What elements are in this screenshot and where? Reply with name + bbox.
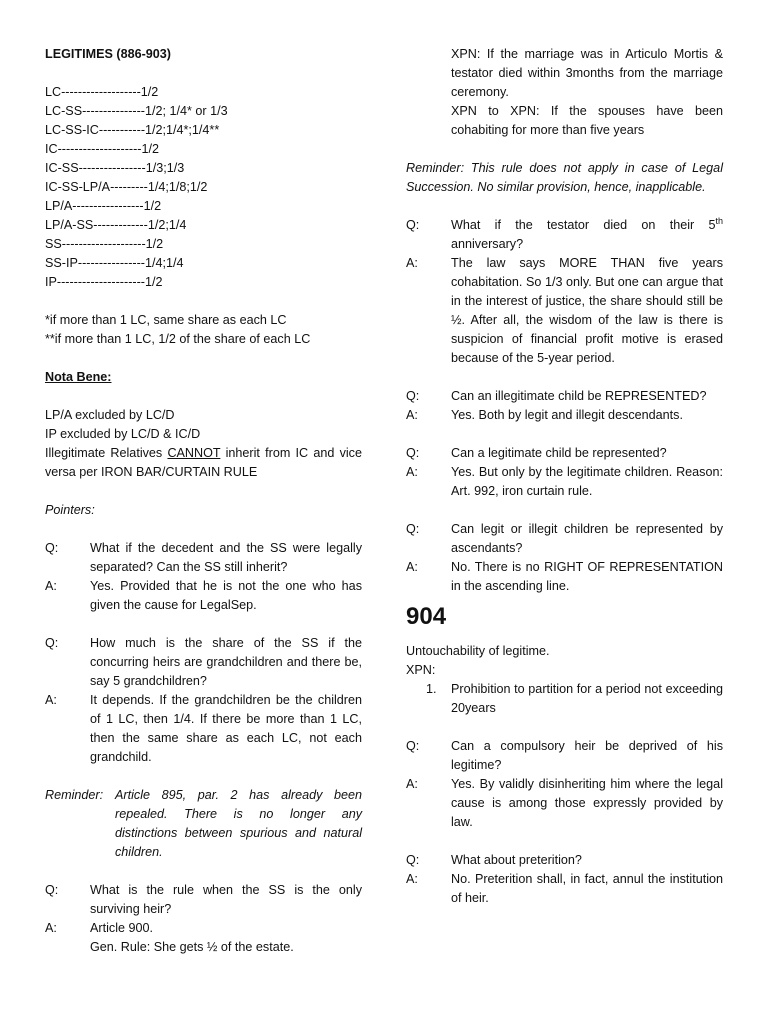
nota-bene-item: IP excluded by LC/D & IC/D (45, 427, 201, 441)
q-tag: Q: (406, 739, 420, 753)
answer (406, 406, 723, 425)
answer (406, 558, 723, 596)
xpn-text: XPN: If the marriage was in Articulo Mortis & testator died within 3months from the marriage ceremony. (451, 47, 723, 99)
pointers-heading: Pointers: (45, 503, 95, 517)
q-tag: Q: (406, 446, 420, 460)
reminder (45, 786, 362, 862)
question-text: Can a compulsory heir be deprived of his legitime? (451, 739, 723, 772)
question-text: What is the rule when the SS is the only surviving heir? (90, 883, 362, 916)
list-text: Prohibition to partition for a period not exceeding 20years (451, 682, 723, 715)
a-tag: A: (406, 777, 418, 791)
answer-text: It depends. If the grandchildren be the children of 1 LC, then 1/4. If there be more than 1 LC, then the same share as each LC, not each grandchild. (90, 693, 362, 764)
nota-bene-item (45, 444, 362, 482)
answer (406, 870, 723, 908)
legitime-row: SS--------------------1/2 (45, 237, 164, 251)
answer (45, 577, 362, 615)
legitime-row: IC--------------------1/2 (45, 142, 159, 156)
nb3-text: Illegitimate Relatives (45, 446, 168, 460)
question-text: Can a legitimate child be represented? (451, 446, 667, 460)
question (406, 520, 723, 558)
question (45, 539, 362, 577)
answer (406, 775, 723, 832)
question-text: How much is the share of the SS if the concurring heirs are grandchildren and there be, say 5 grandchildren? (90, 636, 362, 688)
legitime-row: IC-SS-LP/A---------1/4;1/8;1/2 (45, 180, 208, 194)
legitime-row: IC-SS----------------1/3;1/3 (45, 161, 185, 175)
legitime-row: LP/A-----------------1/2 (45, 199, 162, 213)
question (406, 444, 723, 463)
list-item (406, 680, 723, 718)
a-tag: A: (45, 693, 57, 707)
reminder: Reminder: This rule does not apply in case of Legal Succession. No similar provision, hence, inapplicable. (406, 161, 723, 194)
answer-text: Yes. By validly disinheriting him where the legal cause is among those expressly provided by law. (451, 777, 723, 829)
question-text: What about preterition? (451, 853, 582, 867)
answer-text: No. Preterition shall, in fact, annul the institution of heir. (451, 872, 723, 905)
question (406, 387, 723, 406)
left-column (45, 45, 362, 957)
right-column (406, 45, 723, 908)
question-text: Can legit or illegit children be represented by ascendants? (451, 522, 723, 555)
nb3-text-rest: inherit from IC and vice versa per IRON BAR/CURTAIN RULE (45, 446, 362, 479)
reminder-text: Article 895, par. 2 has already been repealed. There is no longer any distinctions between spurious and natural children. (115, 788, 362, 859)
legitime-row: LC-SS---------------1/2; 1/4* or 1/3 (45, 104, 228, 118)
a-tag: A: (406, 408, 418, 422)
legitimes-title: LEGITIMES (886-903) (45, 47, 171, 61)
footnote: **if more than 1 LC, 1/2 of the share of each LC (45, 332, 311, 346)
cannot-emphasis: CANNOT (167, 446, 221, 460)
question (45, 881, 362, 919)
question-text: Can an illegitimate child be REPRESENTED? (451, 389, 707, 403)
answer (406, 463, 723, 501)
ordinal-suffix: th (715, 215, 723, 226)
question (406, 737, 723, 775)
q-tag: Q: (45, 636, 59, 650)
question-text (451, 216, 723, 254)
nota-bene-item: LP/A excluded by LC/D (45, 408, 175, 422)
q-tag: Q: (406, 389, 420, 403)
answer-text: Article 900. (90, 921, 153, 935)
xpn-to-xpn-text: XPN to XPN: If the spouses have been cohabiting for more than five years (451, 104, 723, 137)
legitime-row: LC-SS-IC-----------1/2;1/4*;1/4** (45, 123, 220, 137)
answer-text: The law says MORE THAN five years cohabitation. So 1/3 only. But one can argue that in the interest of justice, the share should still be ½. After all, the wisdom of the law is there is suspicion of financial profit motive is erased because of the 5-year period. (451, 256, 723, 365)
reminder-label: Reminder: (45, 788, 104, 802)
general-rule: Gen. Rule: She gets ½ of the estate. (90, 940, 294, 954)
a-tag: A: (406, 256, 418, 270)
q-tag: Q: (406, 853, 420, 867)
q-tag: Q: (45, 541, 59, 555)
question (406, 851, 723, 870)
article-904-heading: 904 (406, 603, 447, 630)
answer-text: Yes. Provided that he is not the one who has given the cause for LegalSep. (90, 579, 362, 612)
untouchability-text: Untouchability of legitime. (406, 644, 550, 658)
nota-bene-heading: Nota Bene: (45, 370, 112, 384)
a-tag: A: (406, 465, 418, 479)
answer-text: Yes. But only by the legitimate children. Reason: Art. 992, iron curtain rule. (451, 465, 723, 498)
footnote: *if more than 1 LC, same share as each LC (45, 313, 287, 327)
q4-part: anniversary? (451, 237, 524, 251)
a-tag: A: (45, 921, 57, 935)
xpn-label: XPN: (406, 663, 436, 677)
question-text: What if the decedent and the SS were legally separated? Can the SS still inherit? (90, 541, 362, 574)
a-tag: A: (406, 872, 418, 886)
answer (45, 691, 362, 767)
answer (406, 254, 723, 368)
legitime-row: LC-------------------1/2 (45, 85, 159, 99)
legitime-row: IP---------------------1/2 (45, 275, 163, 289)
answer-text: No. There is no RIGHT OF REPRESENTATION in the ascending line. (451, 560, 723, 593)
q4-part: What if the testator died on their 5 (451, 218, 716, 232)
list-number: 1. (426, 682, 437, 696)
question (45, 634, 362, 691)
q-tag: Q: (45, 883, 59, 897)
a-tag: A: (406, 560, 418, 574)
a-tag: A: (45, 579, 57, 593)
legitime-table (45, 83, 362, 292)
q-tag: Q: (406, 522, 420, 536)
question (406, 216, 723, 254)
legitime-row: LP/A-SS-------------1/2;1/4 (45, 218, 187, 232)
legitime-row: SS-IP----------------1/4;1/4 (45, 256, 184, 270)
answer-text: Yes. Both by legit and illegit descendants. (451, 408, 683, 422)
answer (45, 919, 362, 938)
q-tag: Q: (406, 218, 420, 232)
